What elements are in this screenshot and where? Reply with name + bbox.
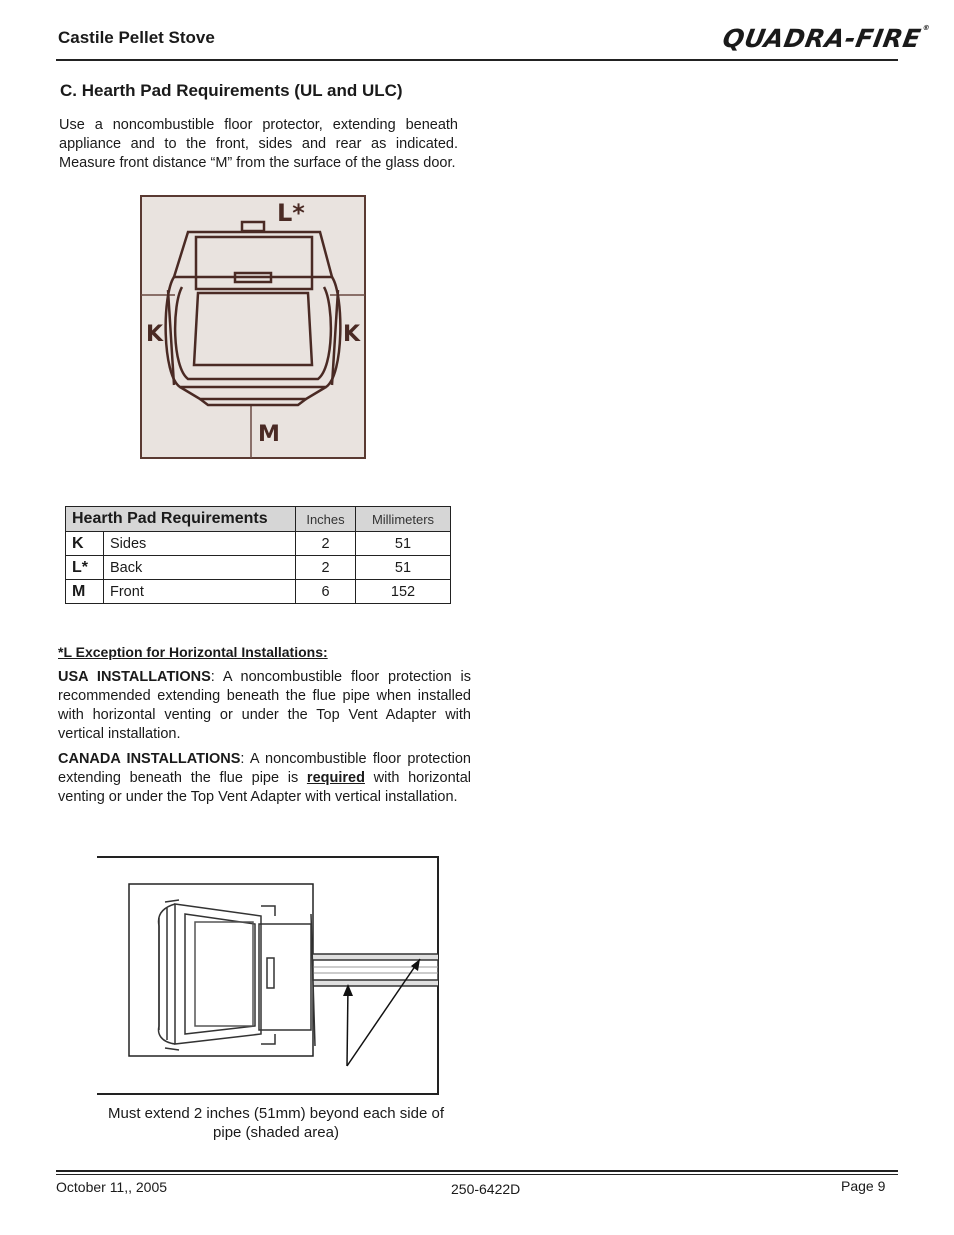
label-left: K	[146, 322, 164, 347]
table-header-mm: Millimeters	[356, 507, 451, 532]
row-code: K	[66, 532, 104, 556]
horizontal-venting-diagram	[95, 856, 441, 1096]
figure-caption: Must extend 2 inches (51mm) beyond each side of pipe (shaded area)	[107, 1105, 444, 1141]
section-title: C. Hearth Pad Requirements (UL and ULC)	[60, 81, 403, 100]
document-title: Castile Pellet Stove	[58, 28, 215, 47]
usa-label: USA INSTALLATIONS	[58, 669, 211, 685]
label-right: K	[343, 322, 361, 347]
requirements-table	[65, 506, 451, 604]
row-mm: 51	[356, 556, 451, 580]
usa-paragraph	[58, 668, 471, 744]
row-label: Back	[104, 556, 296, 580]
canada-text-1: : A noncombustible floor protection extending beneath the flue pipe is	[58, 751, 471, 786]
registered-mark: ®	[921, 24, 931, 32]
footer-date: October 11,, 2005	[56, 1179, 168, 1195]
header-rule	[56, 59, 898, 61]
row-mm: 152	[356, 580, 451, 604]
row-code: M	[66, 580, 104, 604]
row-code: L*	[66, 556, 104, 580]
footer-page-number: Page 9	[841, 1178, 886, 1194]
exception-heading: *L Exception for Horizontal Installations:	[58, 644, 328, 660]
brand-logo	[720, 24, 930, 53]
canada-paragraph	[58, 750, 471, 807]
hearth-pad-diagram	[140, 195, 366, 460]
footer-rule	[56, 1170, 898, 1172]
row-mm: 51	[356, 532, 451, 556]
row-inches: 6	[296, 580, 356, 604]
row-inches: 2	[296, 556, 356, 580]
row-inches: 2	[296, 532, 356, 556]
brand-name: QUADRA-FIRE	[720, 24, 924, 53]
table-row	[66, 580, 451, 604]
table-header-row	[66, 507, 451, 532]
table-header-title: Hearth Pad Requirements	[66, 507, 296, 532]
table-row	[66, 556, 451, 580]
table-row	[66, 532, 451, 556]
intro-paragraph: Use a noncombustible floor protector, extending beneath appliance and to the front, sides and rear as indicated. Measure front distance “M” from the surface of the glass door.	[59, 117, 458, 171]
canada-label: CANADA INSTALLATIONS	[58, 751, 241, 767]
usa-text: : A noncombustible floor protection is recommended extending beneath the flue pipe when installed with horizontal venting or under the Top Vent Adapter with vertical installation.	[58, 669, 471, 742]
row-label: Front	[104, 580, 296, 604]
label-back: L*	[277, 199, 305, 227]
table-header-inches: Inches	[296, 507, 356, 532]
footer-doc-number: 250-6422D	[451, 1181, 521, 1197]
label-front: M	[258, 422, 280, 447]
canada-required: required	[306, 770, 365, 786]
canada-text-2: with horizontal venting or under the Top Vent Adapter with vertical installation.	[58, 770, 471, 805]
row-label: Sides	[104, 532, 296, 556]
footer-rule-thin	[56, 1174, 898, 1175]
